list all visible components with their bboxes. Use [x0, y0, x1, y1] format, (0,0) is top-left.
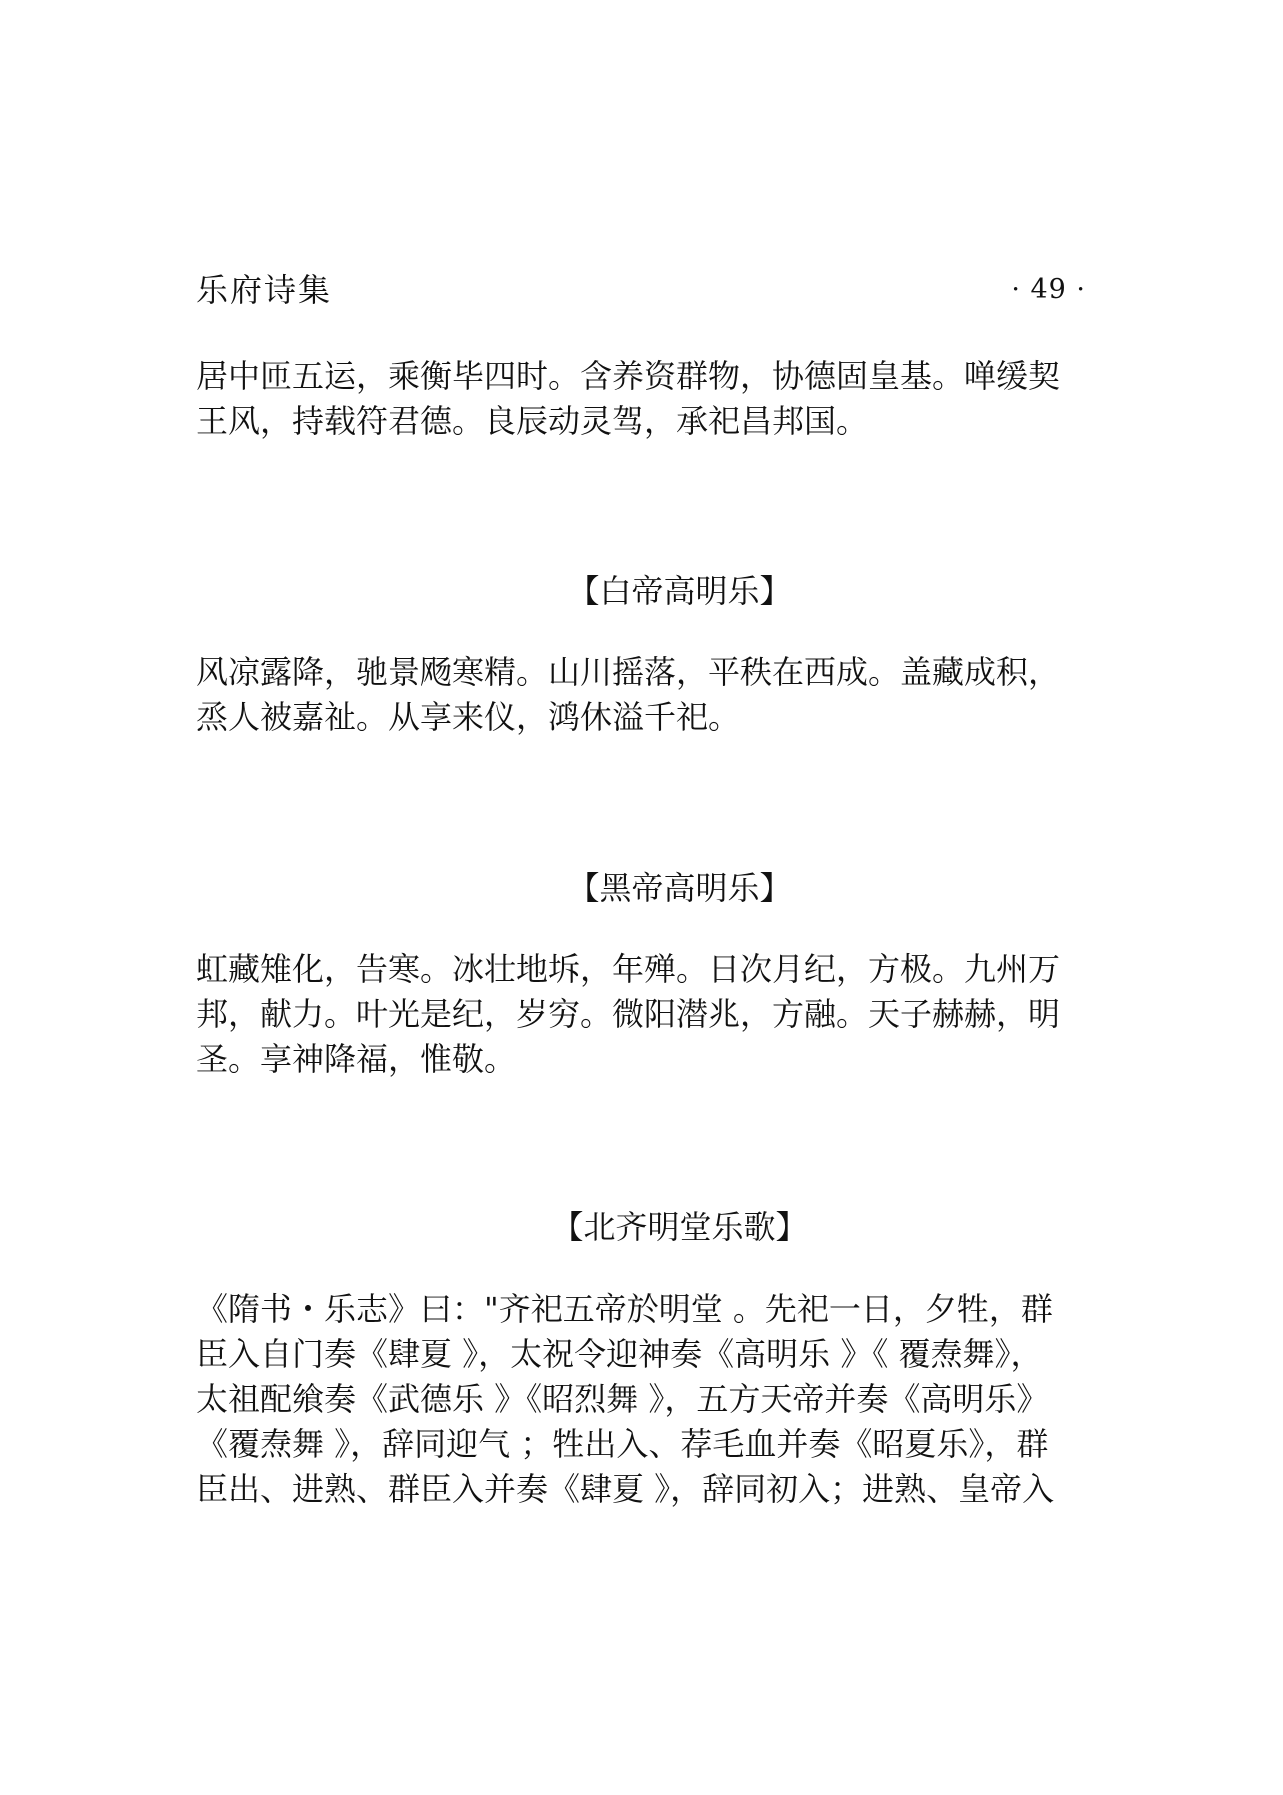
text-line: 臣出、进熟、群臣入并奏《肆夏 》，辞同初入；进熟、皇帝入 [196, 1470, 1055, 1508]
text-line: 王风，持载符君德。良辰动灵驾，承祀昌邦国。 [196, 402, 869, 440]
book-title: 乐府诗集 [196, 271, 333, 309]
text-line: 太祖配飨奏《武德乐 》《昭烈舞 》，五方天帝并奏《高明乐》 [196, 1380, 1049, 1418]
text-line: 风凉露降，驰景飏寒精。山川摇落，平秩在西成。盖藏成积， [196, 653, 1061, 691]
poem-paragraph [196, 650, 1096, 740]
page-header [196, 268, 1086, 312]
text-line: 烝人被嘉祉。从享来仪，鸿休溢千祀。 [196, 698, 741, 736]
poem-paragraph [196, 354, 1096, 444]
text-line: 《隋书・乐志》曰："齐祀五帝於明堂 。先祀一日，夕牲，群 [196, 1290, 1053, 1328]
text-line: 居中匝五运，乘衡毕四时。含养资群物，协德固皇基。啴缓契 [196, 357, 1061, 395]
page-number: · 49 · [1011, 274, 1086, 305]
poem-paragraph [196, 947, 1096, 1082]
section-title: 【黑帝高明乐】 [567, 869, 792, 907]
text-line: 邦，献力。叶光是纪，岁穷。微阳潜兆，方融。天子赫赫，明 [196, 995, 1061, 1033]
section-title: 【白帝高明乐】 [567, 572, 792, 610]
prose-paragraph [196, 1287, 1096, 1512]
text-line: 虹藏雉化，告寒。冰壮地坼，年殚。日次月纪，方极。九州万 [196, 950, 1061, 988]
text-line: 圣。享神降福，惟敬。 [196, 1040, 517, 1078]
text-line: 臣入自门奏《肆夏 》，太祝令迎神奏《高明乐 》《 覆焘舞》， [196, 1335, 1043, 1373]
text-line: 《覆焘舞 》，辞同迎气 ；牲出入、荐毛血并奏《昭夏乐》，群 [196, 1425, 1049, 1463]
section-title: 【北齐明堂乐歌】 [551, 1208, 808, 1246]
